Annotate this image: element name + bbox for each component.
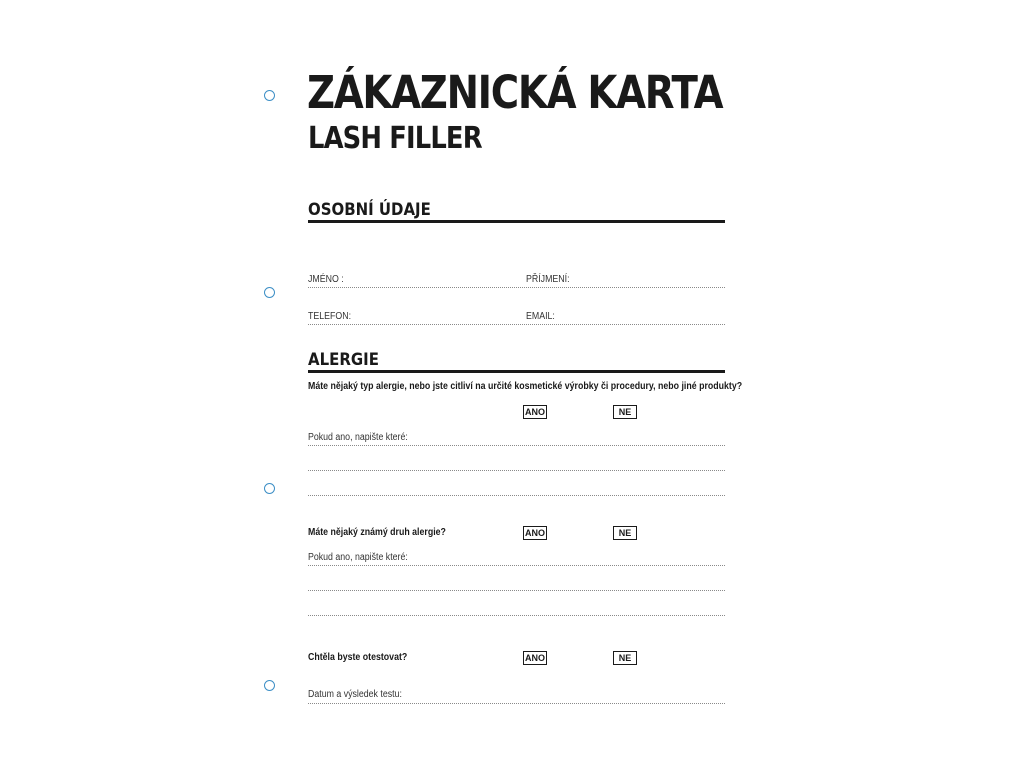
q2-detail-line-3[interactable]	[308, 615, 725, 616]
section-allergy-heading	[308, 350, 725, 373]
punch-hole-2	[264, 287, 275, 298]
question-known-allergy: Máte nějaký známý druh alergie?	[308, 527, 446, 538]
q1-yes-checkbox[interactable]: ANO	[525, 407, 545, 417]
surname-label: PŘÍJMENÍ:	[526, 274, 570, 285]
q1-detail-line-2[interactable]	[308, 470, 725, 471]
question-allergy-sensitivity: Máte nějaký typ alergie, nebo jste citliví na určité kosmetické výrobky či procedury, nebo jiné produkty?	[308, 381, 743, 392]
q1-detail-line-1[interactable]	[308, 445, 725, 446]
q3-detail-line[interactable]	[308, 703, 725, 704]
page-subtitle: LASH FILLER	[308, 121, 482, 156]
page-title: ZÁKAZNICKÁ KARTA	[307, 66, 723, 119]
q2-no-checkbox[interactable]: NE	[613, 526, 637, 540]
name-label: JMÉNO :	[308, 274, 344, 285]
q2-yes-checkbox[interactable]: ANO	[525, 528, 545, 538]
punch-hole-4	[264, 680, 275, 691]
q2-detail-line-1[interactable]	[308, 565, 725, 566]
email-label: EMAIL:	[526, 311, 555, 322]
punch-hole-1	[264, 90, 275, 101]
section-personal-title: OSOBNÍ ÚDAJE	[308, 200, 431, 220]
name-field[interactable]	[308, 287, 725, 288]
punch-hole-3	[264, 483, 275, 494]
phone-field[interactable]	[308, 324, 725, 325]
q1-detail-line-3[interactable]	[308, 495, 725, 496]
q2-detail-label: Pokud ano, napište které:	[308, 552, 408, 563]
q3-no-checkbox[interactable]: NE	[613, 651, 637, 665]
q1-detail-label: Pokud ano, napište které:	[308, 432, 408, 443]
question-test: Chtěla byste otestovat?	[308, 652, 408, 663]
section-personal-heading	[308, 200, 725, 223]
phone-label: TELEFON:	[308, 311, 352, 322]
q2-detail-line-2[interactable]	[308, 590, 725, 591]
section-allergy-title: ALERGIE	[308, 350, 379, 370]
q3-yes-checkbox[interactable]: ANO	[525, 653, 545, 663]
q3-detail-label: Datum a výsledek testu:	[308, 689, 402, 700]
q1-no-checkbox[interactable]: NE	[613, 405, 637, 419]
